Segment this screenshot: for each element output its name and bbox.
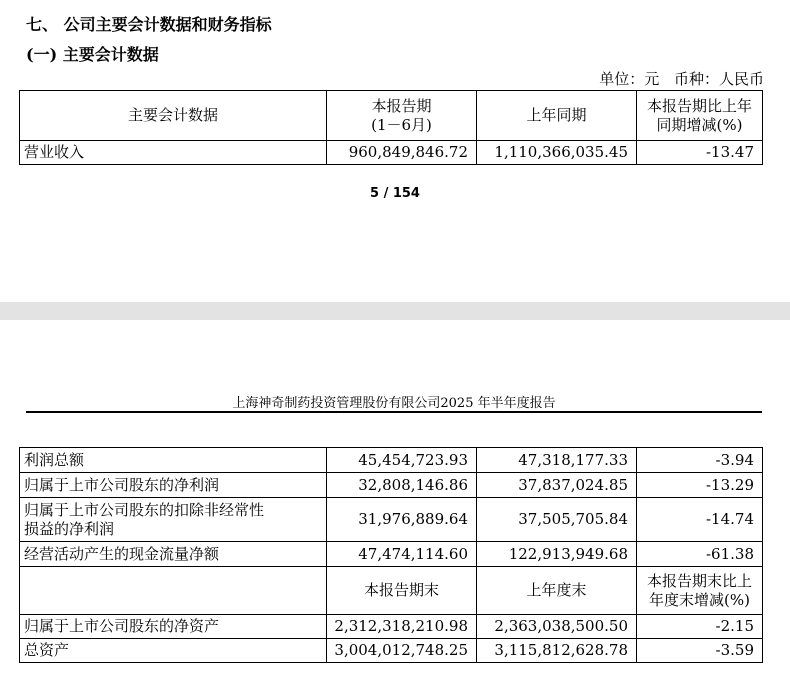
accounting-data-table (19, 90, 763, 165)
row-label: 经营活动产生的现金流量净额 (20, 542, 327, 567)
row-label: 营业收入 (20, 141, 327, 165)
row-change: -13.47 (637, 141, 763, 165)
header-rule (26, 411, 762, 413)
accounting-data-table-continued (19, 447, 763, 663)
row-change: -61.38 (637, 542, 763, 567)
table-row (20, 639, 763, 663)
header-prior-period: 上年同期 (477, 91, 637, 141)
subheader-empty (20, 567, 327, 615)
page-gap (0, 302, 790, 320)
unit-currency-line (589, 68, 764, 89)
row-label: 利润总额 (20, 448, 327, 473)
table-subheader-row (20, 567, 763, 615)
row-current: 47,474,114.60 (327, 542, 477, 567)
row-prior: 122,913,949.68 (477, 542, 637, 567)
row-change: -3.94 (637, 448, 763, 473)
row-prior: 1,110,366,035.45 (477, 141, 637, 165)
table-row (20, 141, 763, 165)
unit-label: 单位：元 (599, 70, 660, 88)
row-label: 归属于上市公司股东的净资产 (20, 615, 327, 639)
table-row (20, 448, 763, 473)
row-current: 2,312,318,210.98 (327, 615, 477, 639)
row-label-line2: 损益的净利润 (24, 519, 115, 538)
subheader-current: 本报告期末 (327, 567, 477, 615)
page-number: 5 / 154 (370, 186, 420, 201)
subheader-change-line1: 本报告期末比上 (646, 571, 752, 590)
row-label: 总资产 (20, 639, 327, 663)
row-current: 960,849,846.72 (327, 141, 477, 165)
row-prior: 37,837,024.85 (477, 473, 637, 498)
header-change (637, 91, 763, 141)
row-current: 3,004,012,748.25 (327, 639, 477, 663)
header-current-line2: (1－6月) (371, 115, 432, 134)
row-prior: 3,115,812,628.78 (477, 639, 637, 663)
row-change: -13.29 (637, 473, 763, 498)
row-prior: 37,505,705.84 (477, 498, 637, 542)
header-item: 主要会计数据 (20, 91, 327, 141)
row-change: -3.59 (637, 639, 763, 663)
table-row (20, 473, 763, 498)
table-header-row (20, 91, 763, 141)
row-prior: 47,318,177.33 (477, 448, 637, 473)
row-prior: 2,363,038,500.50 (477, 615, 637, 639)
header-current-period (327, 91, 477, 141)
row-current: 45,454,723.93 (327, 448, 477, 473)
row-current: 31,976,889.64 (327, 498, 477, 542)
header-change-line2: 同期增减(%) (656, 115, 743, 134)
section-heading: 七、 公司主要会计数据和财务指标 (26, 15, 272, 34)
currency-label: 币种：人民币 (673, 70, 764, 88)
row-label-line1: 归属于上市公司股东的扣除非经常性 (24, 500, 265, 519)
subheader-prior: 上年度末 (477, 567, 637, 615)
subsection-heading: (一) 主要会计数据 (26, 45, 159, 64)
header-current-line1: 本报告期 (371, 96, 432, 115)
row-label (20, 498, 327, 542)
row-label: 归属于上市公司股东的净利润 (20, 473, 327, 498)
row-change: -2.15 (637, 615, 763, 639)
running-header: 上海神奇制药投资管理股份有限公司2025 年半年度报告 (232, 396, 556, 411)
row-current: 32,808,146.86 (327, 473, 477, 498)
subheader-change-line2: 年度末增减(%) (649, 590, 750, 609)
table-row (20, 498, 763, 542)
table-row (20, 615, 763, 639)
row-change: -14.74 (637, 498, 763, 542)
table-row (20, 542, 763, 567)
header-change-line1: 本报告期比上年 (646, 96, 752, 115)
subheader-change (637, 567, 763, 615)
